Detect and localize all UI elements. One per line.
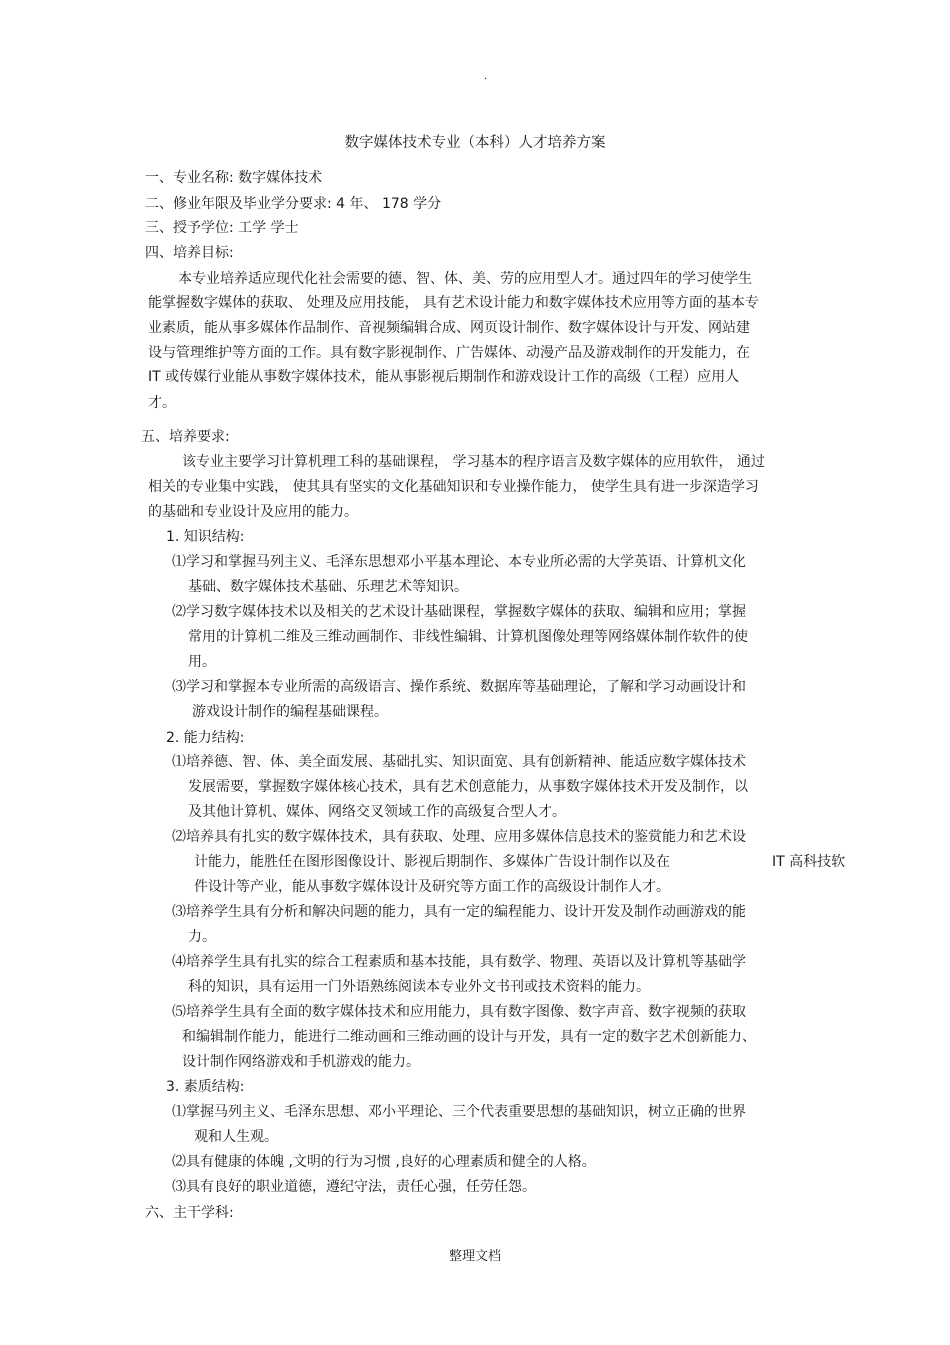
requirements-paragraph-line: 该专业主要学习计算机理工科的基础课程， 学习基本的程序语言及数字媒体的应用软件， 通过 [182,454,765,470]
ability-item-line: 及其他计算机、媒体、网络交叉领域工作的高级复合型人才。 [188,804,566,820]
knowledge-item-line: 用。 [188,654,216,670]
knowledge-item-line: 游戏设计制作的编程基础课程。 [192,704,388,720]
section-requirements-heading: 五、培养要求: [141,429,230,445]
knowledge-item-line: ⑶学习和掌握本专业所需的高级语言、操作系统、数据库等基础理论，了解和学习动画设计和 [172,679,746,695]
goals-paragraph-line: IT 或传媒行业能从事数字媒体技术，能从事影视后期制作和游戏设计工作的高级（工程）应用人 [148,369,740,385]
ability-item-line: 和编辑制作能力，能进行二维动画和三维动画的设计与开发，具有一定的数字艺术创新能力、 [182,1029,756,1045]
section-major-name: 一、专业名称: 数字媒体技术 [145,170,323,186]
knowledge-item-line: 基础、数字媒体技术基础、乐理艺术等知识。 [188,579,468,595]
ability-item-line: 件设计等产业，能从事数字媒体设计及研究等方面工作的高级设计制作人才。 [194,879,670,895]
goals-paragraph-line: 业素质，能从事多媒体作品制作、音视频编辑合成、网页设计制作、数字媒体设计与开发、网站建 [148,320,750,336]
section-duration-credits: 二、修业年限及毕业学分要求: 4 年、 178 学分 [145,196,442,212]
knowledge-item-line: 常用的计算机二维及三维动画制作、非线性编辑、计算机图像处理等网络媒体制作软件的使 [188,629,748,645]
document-title: 数字媒体技术专业（本科）人才培养方案 [344,135,606,151]
quality-item-line: 观和人生观。 [194,1129,278,1145]
quality-item-line: ⑵具有健康的体魄 ,文明的行为习惯 ,良好的心理素质和健全的人格。 [172,1154,596,1170]
ability-item-line: 力。 [188,929,216,945]
knowledge-item-line: ⑵学习数字媒体技术以及相关的艺术设计基础课程，掌握数字媒体的获取、编辑和应用；掌握 [172,604,746,620]
ability-item-line: 设计制作网络游戏和手机游戏的能力。 [182,1054,420,1070]
goals-paragraph-line: 能掌握数字媒体的获取、 处理及应用技能， 具有艺术设计能力和数字媒体技术应用等方面的基本专 [148,295,759,311]
ability-item-line: 科的知识，具有运用一门外语熟练阅读本专业外文书刊或技术资料的能力。 [188,979,650,995]
ability-item-line: ⑵培养具有扎实的数字媒体技术，具有获取、处理、应用多媒体信息技术的鉴赏能力和艺术设 [172,829,746,845]
section-degree: 三、授予学位: 工学 学士 [145,220,299,236]
ability-item-line: ⑸培养学生具有全面的数字媒体技术和应用能力，具有数字图像、数字声音、数字视频的获取 [172,1004,746,1020]
goals-paragraph-line: 本专业培养适应现代化社会需要的德、智、体、美、劳的应用型人才。通过四年的学习使学生 [178,271,752,287]
subsection-quality-heading: 3. 素质结构: [166,1079,245,1095]
page-footer: 整理文档 [448,1249,501,1264]
requirements-paragraph-line: 的基础和专业设计及应用的能力。 [148,504,358,520]
quality-item-line: ⑶具有良好的职业道德，遵纪守法，责任心强，任劳任怨。 [172,1179,536,1195]
ability-item-line: ⑷培养学生具有扎实的综合工程素质和基本技能，具有数学、物理、英语以及计算机等基础学 [172,954,746,970]
knowledge-item-line: ⑴学习和掌握马列主义、毛泽东思想邓小平基本理论、本专业所必需的大学英语、计算机文化 [172,554,746,570]
ability-item-line: 计能力，能胜任在图形图像设计、影视后期制作、多媒体广告设计制作以及在 [194,854,670,870]
goals-paragraph-line: 才。 [148,395,176,411]
subsection-knowledge-heading: 1. 知识结构: [166,529,245,545]
ability-item-line: ⑴培养德、智、体、美全面发展、基础扎实、知识面宽、具有创新精神、能适应数字媒体技术 [172,754,746,770]
requirements-paragraph-line: 相关的专业集中实践， 使其具有坚实的文化基础知识和专业操作能力， 使学生具有进一步深造学习 [148,479,759,495]
ability-item-line: ⑶培养学生具有分析和解决问题的能力，具有一定的编程能力、设计开发及制作动画游戏的能 [172,904,746,920]
goals-paragraph-line: 设与管理维护等方面的工作。具有数字影视制作、广告媒体、动漫产品及游戏制作的开发能力，在 [148,345,750,361]
subsection-ability-heading: 2. 能力结构: [166,730,245,746]
section-main-disciplines-heading: 六、主干学科: [145,1205,234,1221]
header-mark: . [484,71,488,82]
section-goals-heading: 四、培养目标: [145,245,234,261]
ability-item-line-continuation: IT 高科技软 [772,854,846,870]
quality-item-line: ⑴掌握马列主义、毛泽东思想、邓小平理论、三个代表重要思想的基础知识，树立正确的世界 [172,1104,746,1120]
ability-item-line: 发展需要，掌握数字媒体核心技术，具有艺术创意能力，从事数字媒体技术开发及制作，以 [188,779,748,795]
